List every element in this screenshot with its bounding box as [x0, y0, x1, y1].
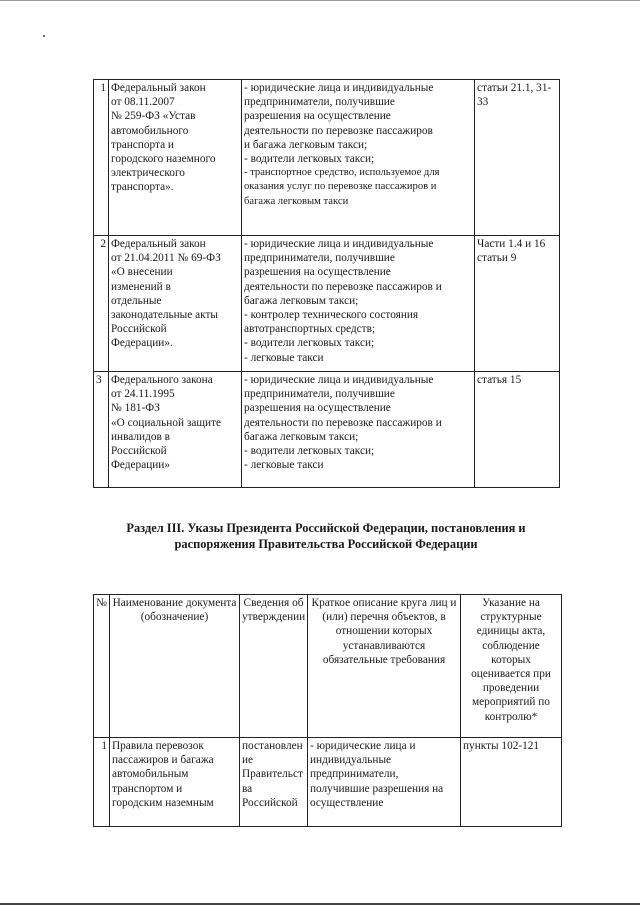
header-num: №: [94, 595, 110, 738]
section-heading-line2: распоряжения Правительства Российской Федерации: [174, 537, 478, 551]
header-indication: Указание на структурные единицы акта, соблюдение которых оценивается при проведении мероприятий по контролю*: [461, 595, 562, 738]
federal-laws-table: [93, 79, 560, 488]
header-approval: Сведения об утверждении: [240, 595, 308, 738]
table-header-row: [94, 595, 562, 738]
table-row: [94, 80, 560, 236]
subjects-list: - юридические лица и индивидуальные предприниматели, получившие разрешения на осуществление деятельности по перевозке пассажиров и багажа легковым такси; - контролер технического состояния автотранспортных средств; - водители легковых такси; - легковые такси: [242, 236, 475, 372]
header-name: Наименование документа (обозначение): [110, 595, 240, 738]
structural-units: пункты 102-121: [461, 738, 562, 827]
table-row: [94, 372, 560, 488]
row-number: 1: [94, 738, 110, 827]
provisions: статьи 21.1, 31-33: [475, 80, 560, 236]
table-row: [94, 738, 562, 827]
description: - юридические лица и индивидуальные предприниматели, получившие разрешения на осуществление: [308, 738, 461, 827]
page-top-edge: [0, 0, 640, 1]
subjects-list: - юридические лица и индивидуальные предприниматели, получившие разрешения на осуществление деятельности по перевозке пассажиров и багажа легковым такси; - водители легковых такси; - легковые такси: [242, 372, 475, 488]
subjects-list: - юридические лица и индивидуальные предприниматели, получившие разрешения на осуществление деятельности по перевозке пассажиров и багажа легковым такси; - водители легковых такси; - транспортное средство, используемое для оказания услуг по перевозке пассажиров и багажа легковым такси: [242, 80, 475, 236]
approval-info: постановлен ие Правительст ва Российской: [240, 738, 308, 827]
row-number: 3: [94, 372, 109, 488]
row-number: 2: [94, 236, 109, 372]
scan-speck: [43, 35, 45, 37]
section-heading: [93, 520, 559, 552]
section-heading-line1: Раздел III. Указы Президента Российской Федерации, постановления и: [126, 521, 526, 535]
table-row: [94, 236, 560, 372]
document-name: Федеральный закон от 08.11.2007 № 259-ФЗ «Устав автомобильного транспорта и городского наземного электрического транспорта».: [109, 80, 242, 236]
provisions: Части 1.4 и 16 статьи 9: [475, 236, 560, 372]
provisions: статья 15: [475, 372, 560, 488]
government-acts-table: [93, 594, 562, 827]
document-name: Федеральный закон от 21.04.2011 № 69-ФЗ «О внесении изменений в отдельные законодательные акты Российской Федерации».: [109, 236, 242, 372]
document-name: Федерального закона от 24.11.1995 № 181-ФЗ «О социальной защите инвалидов в Российской Федерации»: [109, 372, 242, 488]
document-name: Правила перевозок пассажиров и багажа автомобильным транспортом и городским наземным: [110, 738, 240, 827]
row-number: 1: [94, 80, 109, 236]
header-description: Краткое описание круга лиц и (или) перечня объектов, в отношении которых устанавливаются обязательные требования: [308, 595, 461, 738]
